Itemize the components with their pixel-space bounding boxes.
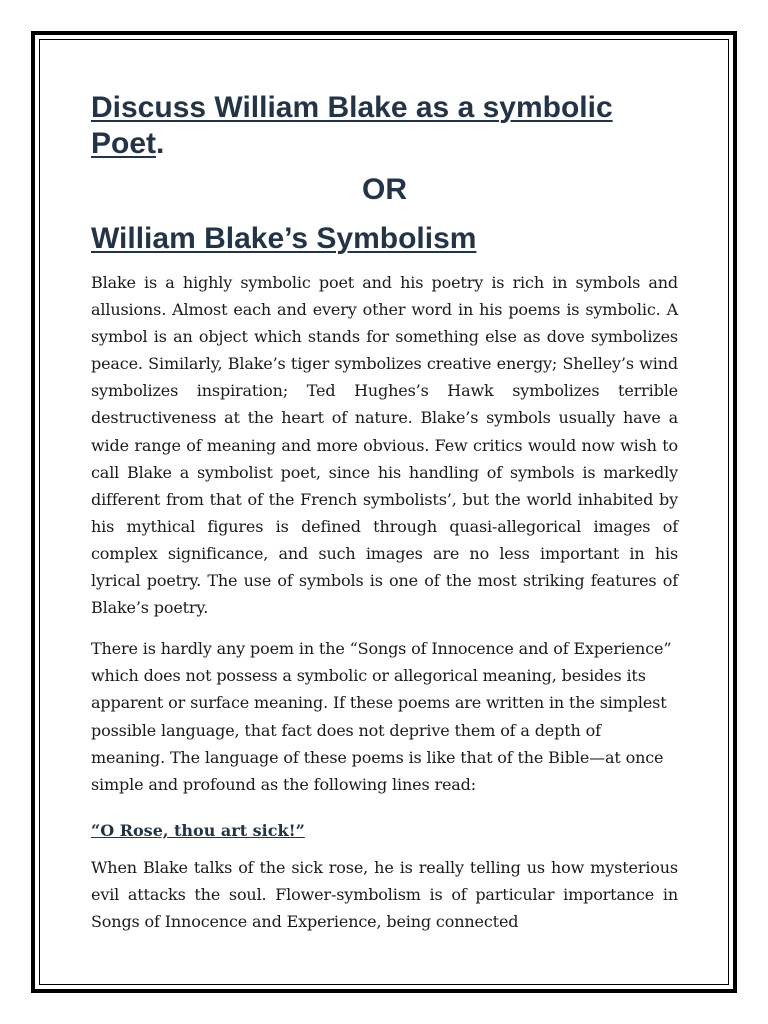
page-title xyxy=(91,90,678,162)
title-period: . xyxy=(156,127,165,160)
paragraph-1: Blake is a highly symbolic poet and his poetry is rich in symbols and allusions. Almost each and every other word in his poems is symbolic. A symbol is an object which stands for something else as dove symbolizes peace. Similarly, Blake’s tiger symbolizes creative energy; Shelley’s wind symbolizes inspiration; Ted Hughes’s Hawk symbolizes terrible destructiveness at the heart of nature. Blake’s symbols usually have a wide range of meaning and more obvious. Few critics would now wish to call Blake a symbolist poet, since his handling of symbols is markedly different from that of the French symbolists’, but the world inhabited by his mythical figures is defined through quasi-allegorical images of complex significance, and such images are no less important in his lyrical poetry. The use of symbols is one of the most striking features of Blake’s poetry. xyxy=(91,273,678,618)
paragraph-2: There is hardly any poem in the “Songs of Innocence and of Experience” which does not possess a symbolic or allegorical meaning, besides its apparent or surface meaning. If these poems are written in the simplest possible language, that fact does not deprive them of a depth of meaning. The language of these poems is like that of the Bible—at once simple and profound as the following lines read: xyxy=(91,639,672,794)
or-divider: OR xyxy=(362,173,407,206)
quote-heading: “O Rose, thou art sick!” xyxy=(91,820,305,840)
subtitle-text: William Blake’s Symbolism xyxy=(91,222,477,255)
title-line-1: Discuss William Blake as a symbolic xyxy=(91,91,613,124)
title-line-2: Poet xyxy=(91,127,157,160)
paragraph-3: When Blake talks of the sick rose, he is really telling us how mysterious evil attacks the soul. Flower-symbolism is of particular importance in Songs of Innocence and Experience, being connected xyxy=(91,857,678,931)
document-content xyxy=(91,90,678,935)
subtitle xyxy=(91,221,678,257)
